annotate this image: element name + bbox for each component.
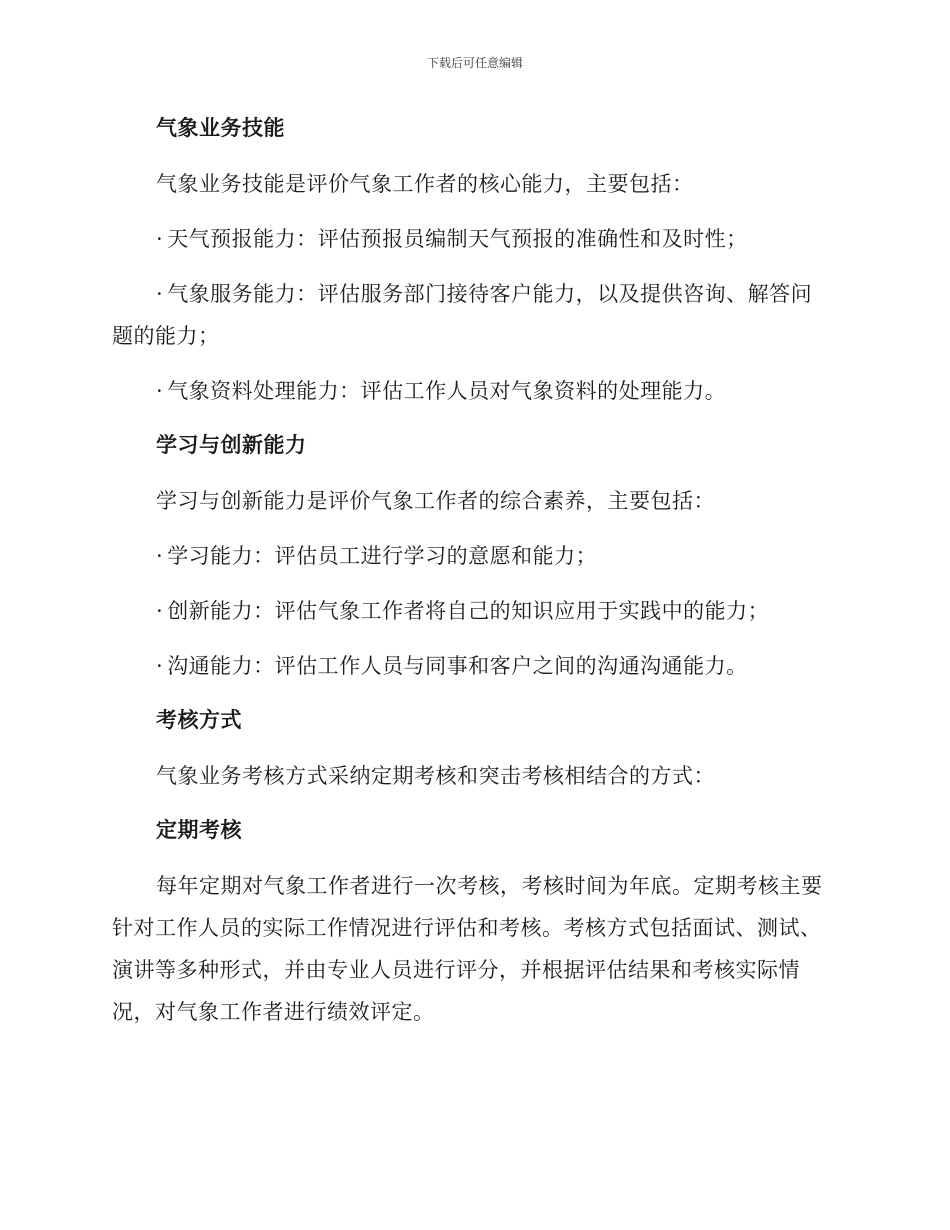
header-note: 下载后可任意编辑: [426, 56, 523, 70]
bullet-dot-icon: ·: [156, 227, 164, 251]
bullet-dot-icon: ·: [156, 599, 164, 623]
bullet-dot-icon: ·: [156, 544, 164, 568]
bullet-text: 学习能力：评估员工进行学习的意愿和能力；: [167, 544, 598, 568]
section-heading-assessment-method: 考核方式: [156, 708, 242, 732]
bullet-item: [112, 370, 832, 412]
bullet-item: [112, 535, 832, 577]
section-body-periodic-assessment: 每年定期对气象工作者进行一次考核，考核时间为年底。定期考核主要针对工作人员的实际工作情况进行评估和考核。考核方式包括面试、测试、演讲等多种形式，并由专业人员进行评分，并根据评估结果和考核实际情况，对气象工作者进行绩效评定。: [112, 874, 823, 1024]
document-body: [112, 108, 832, 1046]
bullet-dot-icon: ·: [156, 379, 164, 403]
bullet-item: [112, 218, 832, 260]
section-heading-learning-innovation: 学习与创新能力: [156, 433, 307, 457]
bullet-text: 创新能力：评估气象工作者将自己的知识应用于实践中的能力；: [167, 599, 770, 623]
section-heading-business-skills: 气象业务技能: [156, 116, 285, 140]
bullet-dot-icon: ·: [156, 654, 164, 678]
section-intro-assessment-method: 气象业务考核方式采纳定期考核和突击考核相结合的方式：: [156, 764, 715, 788]
bullet-text: 气象服务能力：评估服务部门接待客户能力，以及提供咨询、解答问题的能力；: [112, 282, 813, 348]
section-intro-learning-innovation: 学习与创新能力是评价气象工作者的综合素养，主要包括：: [156, 489, 715, 513]
bullet-text: 天气预报能力：评估预报员编制天气预报的准确性和及时性；: [167, 227, 748, 251]
section-intro-business-skills: 气象业务技能是评价气象工作者的核心能力，主要包括：: [156, 172, 694, 196]
bullet-item: [112, 273, 832, 357]
bullet-dot-icon: ·: [156, 282, 164, 306]
bullet-item: [112, 645, 832, 687]
section-heading-periodic-assessment: 定期考核: [156, 818, 242, 842]
bullet-item: [112, 590, 832, 632]
bullet-text: 气象资料处理能力：评估工作人员对气象资料的处理能力。: [167, 379, 727, 403]
bullet-text: 沟通能力：评估工作人员与同事和客户之间的沟通沟通能力。: [167, 654, 748, 678]
